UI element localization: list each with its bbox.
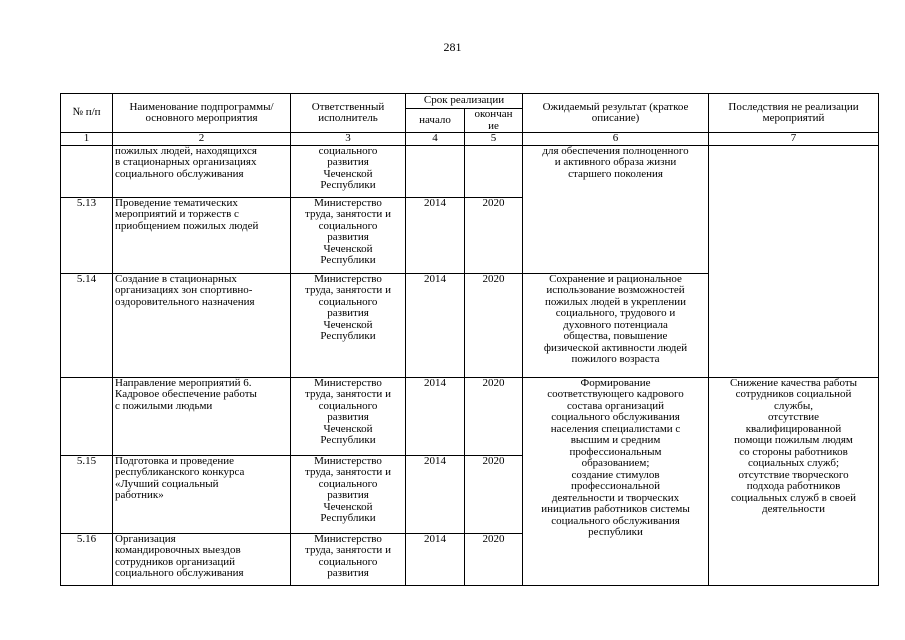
- column-number: 5: [465, 133, 523, 146]
- program-table: [60, 93, 879, 586]
- row-start: 2014: [406, 197, 465, 273]
- row-name: Направление мероприятий 6. Кадровое обеспечение работы с пожилыми людьми: [113, 377, 291, 455]
- row-responsible: Министерство труда, занятости и социального развития Чеченской Республики: [291, 455, 406, 533]
- consequences-2: Снижение качества работы сотрудников социальной службы, отсутствие квалифицированной помощи пожилым людям со стороны работников социальных служб; отсутствие творческого подхода работников социальных служб в своей деятельности: [709, 377, 879, 585]
- row-end: 2020: [465, 533, 523, 585]
- header-responsible: Ответственный исполнитель: [291, 94, 406, 133]
- column-number: 2: [113, 133, 291, 146]
- result-1: для обеспечения полноценного и активного образа жизни старшего поколения: [523, 145, 709, 273]
- row-num: 5.15: [61, 455, 113, 533]
- row-name: Проведение тематических мероприятий и торжеств с приобщением пожилых людей: [113, 197, 291, 273]
- row-responsible: Министерство труда, занятости и социального развития Чеченской Республики: [291, 273, 406, 377]
- row-name: пожилых людей, находящихся в стационарных организациях социального обслуживания: [113, 145, 291, 197]
- consequences-1: [709, 145, 879, 377]
- row-end: 2020: [465, 377, 523, 455]
- row-start: 2014: [406, 273, 465, 377]
- row-name: Подготовка и проведение республиканского конкурса «Лучший социальный работник»: [113, 455, 291, 533]
- row-responsible: Министерство труда, занятости и социального развития Чеченской Республики: [291, 377, 406, 455]
- result-2: Сохранение и рациональное использование возможностей пожилых людей в укреплении социального, трудового и духовного потенциала общества, повышение физической активности людей пожилого возраста: [523, 273, 709, 377]
- row-num: [61, 145, 113, 197]
- row-start: 2014: [406, 533, 465, 585]
- page-number: 281: [443, 40, 462, 54]
- result-3: Формирование соответствующего кадрового состава организаций социального обслуживания населения специалистами с высшим и средним профессиональным образованием; создание стимулов профессиональной деятельности и творческих инициатив работников системы социального обслуживания республики: [523, 377, 709, 585]
- column-number: 4: [406, 133, 465, 146]
- row-name: Организация командировочных выездов сотрудников организаций социального обслуживания: [113, 533, 291, 585]
- row-end: 2020: [465, 273, 523, 377]
- column-number: 7: [709, 133, 879, 146]
- header-num: № п/п: [61, 94, 113, 133]
- header-result: Ожидаемый результат (краткое описание): [523, 94, 709, 133]
- row-start: 2014: [406, 377, 465, 455]
- header-consequences: Последствия не реализации мероприятий: [709, 94, 879, 133]
- row-num: [61, 377, 113, 455]
- row-end: 2020: [465, 455, 523, 533]
- row-responsible: социального развития Чеченской Республики: [291, 145, 406, 197]
- column-number: 1: [61, 133, 113, 146]
- header-period: Срок реализации: [406, 94, 523, 109]
- row-num: 5.13: [61, 197, 113, 273]
- header-start: начало: [406, 109, 465, 133]
- row-name: Создание в стационарных организациях зон спортивно- оздоровительного назначения: [113, 273, 291, 377]
- header-end: окончан ие: [465, 109, 523, 133]
- row-end: [465, 145, 523, 197]
- column-number: 6: [523, 133, 709, 146]
- row-start: [406, 145, 465, 197]
- table-row: [61, 145, 879, 197]
- row-num: 5.14: [61, 273, 113, 377]
- table-row: [61, 377, 879, 455]
- header-name: Наименование подпрограммы/ основного мероприятия: [113, 94, 291, 133]
- row-responsible: Министерство труда, занятости и социального развития Чеченской Республики: [291, 197, 406, 273]
- row-end: 2020: [465, 197, 523, 273]
- row-responsible: Министерство труда, занятости и социального развития: [291, 533, 406, 585]
- column-number: 3: [291, 133, 406, 146]
- row-start: 2014: [406, 455, 465, 533]
- row-num: 5.16: [61, 533, 113, 585]
